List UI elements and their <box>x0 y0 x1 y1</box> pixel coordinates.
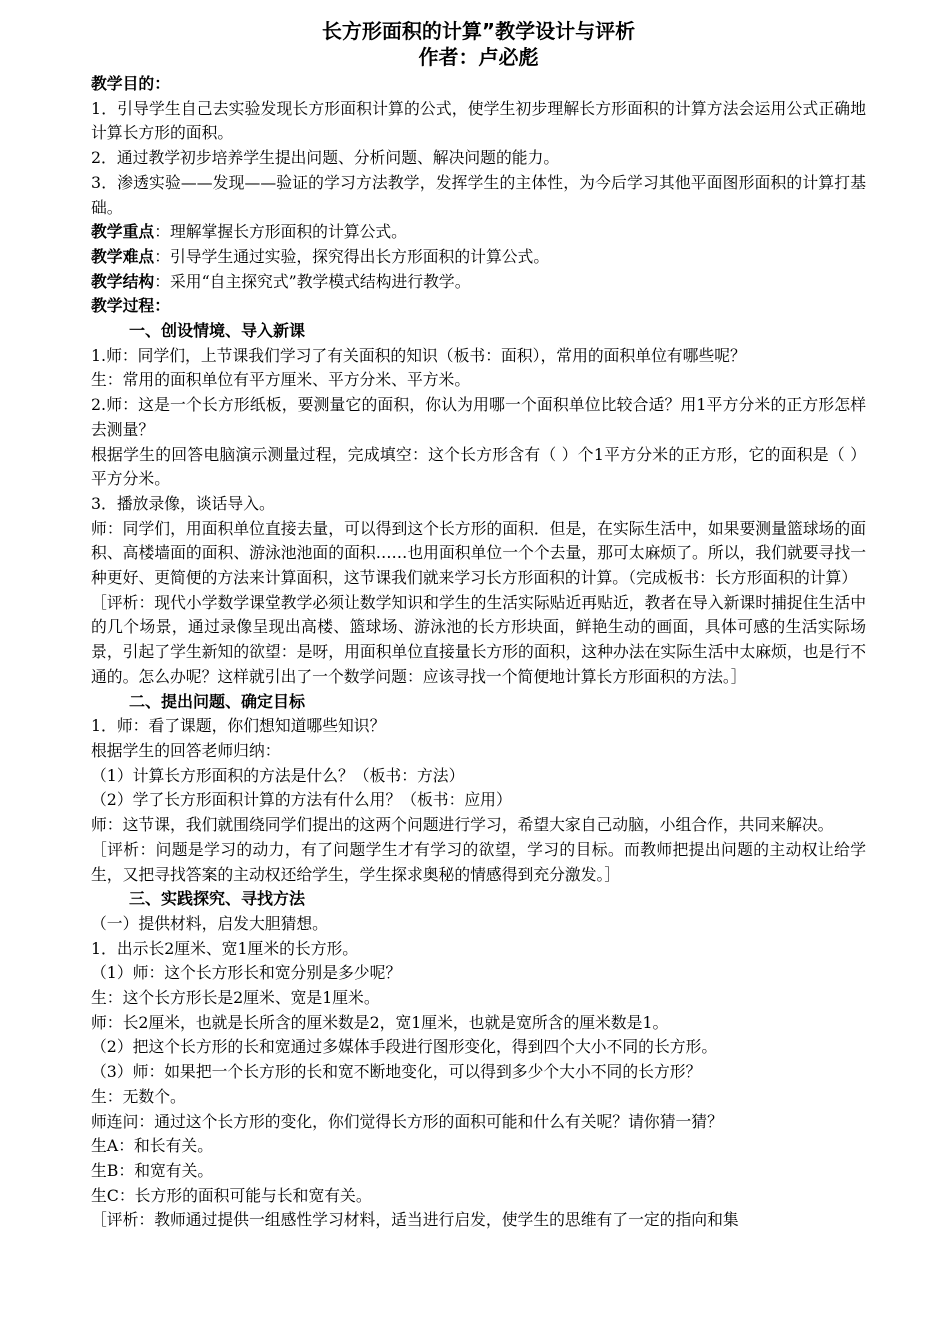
paragraph: 1．师：看了课题，你们想知道哪些知识？ <box>91 716 386 736</box>
paragraph: 根据学生的回答老师归纳： <box>91 740 281 760</box>
document-author: 作者：卢必彪 <box>418 45 539 69</box>
paragraph: 根据学生的回答电脑演示测量过程，完成填空：这个长方形含有（ ）个1平方分米的正方形，它的面积是（ ）平方分米。 <box>91 444 866 489</box>
structure <box>91 270 866 295</box>
paragraph: 1.师：同学们，上节课我们学习了有关面积的知识（板书：面积），常用的面积单位有哪些呢？ <box>91 345 746 365</box>
paragraph: （1）计算长方形面积的方法是什么？（板书：方法） <box>91 765 465 785</box>
goal-item: 1．引导学生自己去实验发现长方形面积计算的公式，使学生初步理解长方形面积的计算方法会运用公式正确地计算长方形的面积。 <box>91 98 866 143</box>
paragraph: 生B：和宽有关。 <box>91 1160 214 1180</box>
structure-label: 教学结构 <box>91 271 155 291</box>
document-title: 长方形面积的计算”教学设计与评析 <box>321 19 636 43</box>
goal-item: 2．通过教学初步培养学生提出问题、分析问题、解决问题的能力。 <box>91 148 560 168</box>
paragraph: 师：这节课，我们就围绕同学们提出的这两个问题进行学习，希望大家自己动脑，小组合作，共同来解决。 <box>91 815 834 835</box>
key-point-label: 教学重点 <box>91 222 155 242</box>
paragraph: 2.师：这是一个长方形纸板，要测量它的面积，你认为用哪一个面积单位比较合适？用1平方分米的正方形怎样去测量？ <box>91 395 866 439</box>
paragraph: 生：常用的面积单位有平方厘米、平方分米、平方米。 <box>91 370 471 390</box>
paragraph: 师：同学们，用面积单位直接去量，可以得到这个长方形的面积．但是，在实际生活中，如果要测量篮球场的面积、高楼墙面的面积、游泳池池面的面积……也用面积单位一个个去量，那可太麻烦了。所以，我们就要寻找一种更好、更简便的方法来计算面积，这节课我们就来学习长方形面积的计算。（完成板书：长方形面积的计算） <box>91 518 866 588</box>
key-point <box>91 220 866 245</box>
goal-item: 3．渗透实验——发现——验证的学习方法教学，发挥学生的主体性，为今后学习其他平面图形面积的计算打基础。 <box>91 172 866 217</box>
difficulty <box>91 245 866 270</box>
process-label <box>91 294 866 319</box>
commentary-paragraph: ［评析：问题是学习的动力，有了问题学生才有学习的欲望，学习的目标。而教师把提出问题的主动权让给学生，又把寻找答案的主动权还给学生，学生探求奥秘的情感得到充分激发。］ <box>91 839 866 884</box>
paragraph: （2）学了长方形面积计算的方法有什么用？（板书：应用） <box>91 790 512 810</box>
difficulty-label: 教学难点 <box>91 246 155 266</box>
paragraph: 师连问：通过这个长方形的变化，你们觉得长方形的面积可能和什么有关呢？请你猜一猜？ <box>91 1111 723 1131</box>
paragraph: （1）师：这个长方形长和宽分别是多少呢？ <box>91 963 402 983</box>
process-label-text: 教学过程： <box>91 296 170 316</box>
commentary-paragraph: ［评析：教师通过提供一组感性学习材料，适当进行启发，使学生的思维有了一定的指向和集 <box>91 1210 739 1230</box>
paragraph: 师：长2厘米，也就是长所含的厘米数是2，宽1厘米，也就是宽所含的厘米数是1。 <box>91 1012 669 1032</box>
section-heading: 一、创设情境、导入新课 <box>129 321 306 341</box>
goals-label <box>91 72 866 97</box>
paragraph: 生：无数个。 <box>91 1086 186 1106</box>
paragraph: （3）师：如果把一个长方形的长和宽不断地变化，可以得到多少个大小不同的长方形？ <box>91 1062 702 1082</box>
document-page <box>91 18 866 1233</box>
paragraph: 生A：和长有关。 <box>91 1136 213 1156</box>
paragraph: 1．出示长2厘米、宽1厘米的长方形。 <box>91 938 359 958</box>
paragraph: 3．播放录像，谈话导入。 <box>91 493 275 513</box>
goals-label-text: 教学目的： <box>91 74 170 93</box>
paragraph: （2）把这个长方形的长和宽通过多媒体手段进行图形变化，得到四个大小不同的长方形。 <box>91 1037 718 1057</box>
structure-text: ：采用“自主探究式”教学模式结构进行教学。 <box>154 271 471 291</box>
section-heading: 三、实践探究、寻找方法 <box>129 889 306 909</box>
key-point-text: ：理解掌握长方形面积的计算公式。 <box>154 222 407 242</box>
paragraph: 生：这个长方形长是2厘米、宽是1厘米。 <box>91 988 380 1008</box>
section-heading: 二、提出问题、确定目标 <box>129 691 306 711</box>
paragraph: （一）提供材料，启发大胆猜想。 <box>91 913 328 933</box>
difficulty-text: ：引导学生通过实验，探究得出长方形面积的计算公式。 <box>154 246 550 266</box>
paragraph: 生C：长方形的面积可能与长和宽有关。 <box>91 1185 372 1205</box>
commentary-paragraph: ［评析：现代小学数学课堂教学必须让数学知识和学生的生活实际贴近再贴近，教者在导入新课时捕捉住生活中的几个场景，通过录像呈现出高楼、篮球场、游泳池的长方形块面，鲜艳生动的画面，具体可感的生活实际场景，引起了学生新知的欲望：是呀，用面积单位直接量长方形的面积，这种办法在实际生活中太麻烦，也是行不通的。怎么办呢？这样就引出了一个数学问题：应该寻找一个简便地计算长方形面积的方法。］ <box>91 592 866 686</box>
